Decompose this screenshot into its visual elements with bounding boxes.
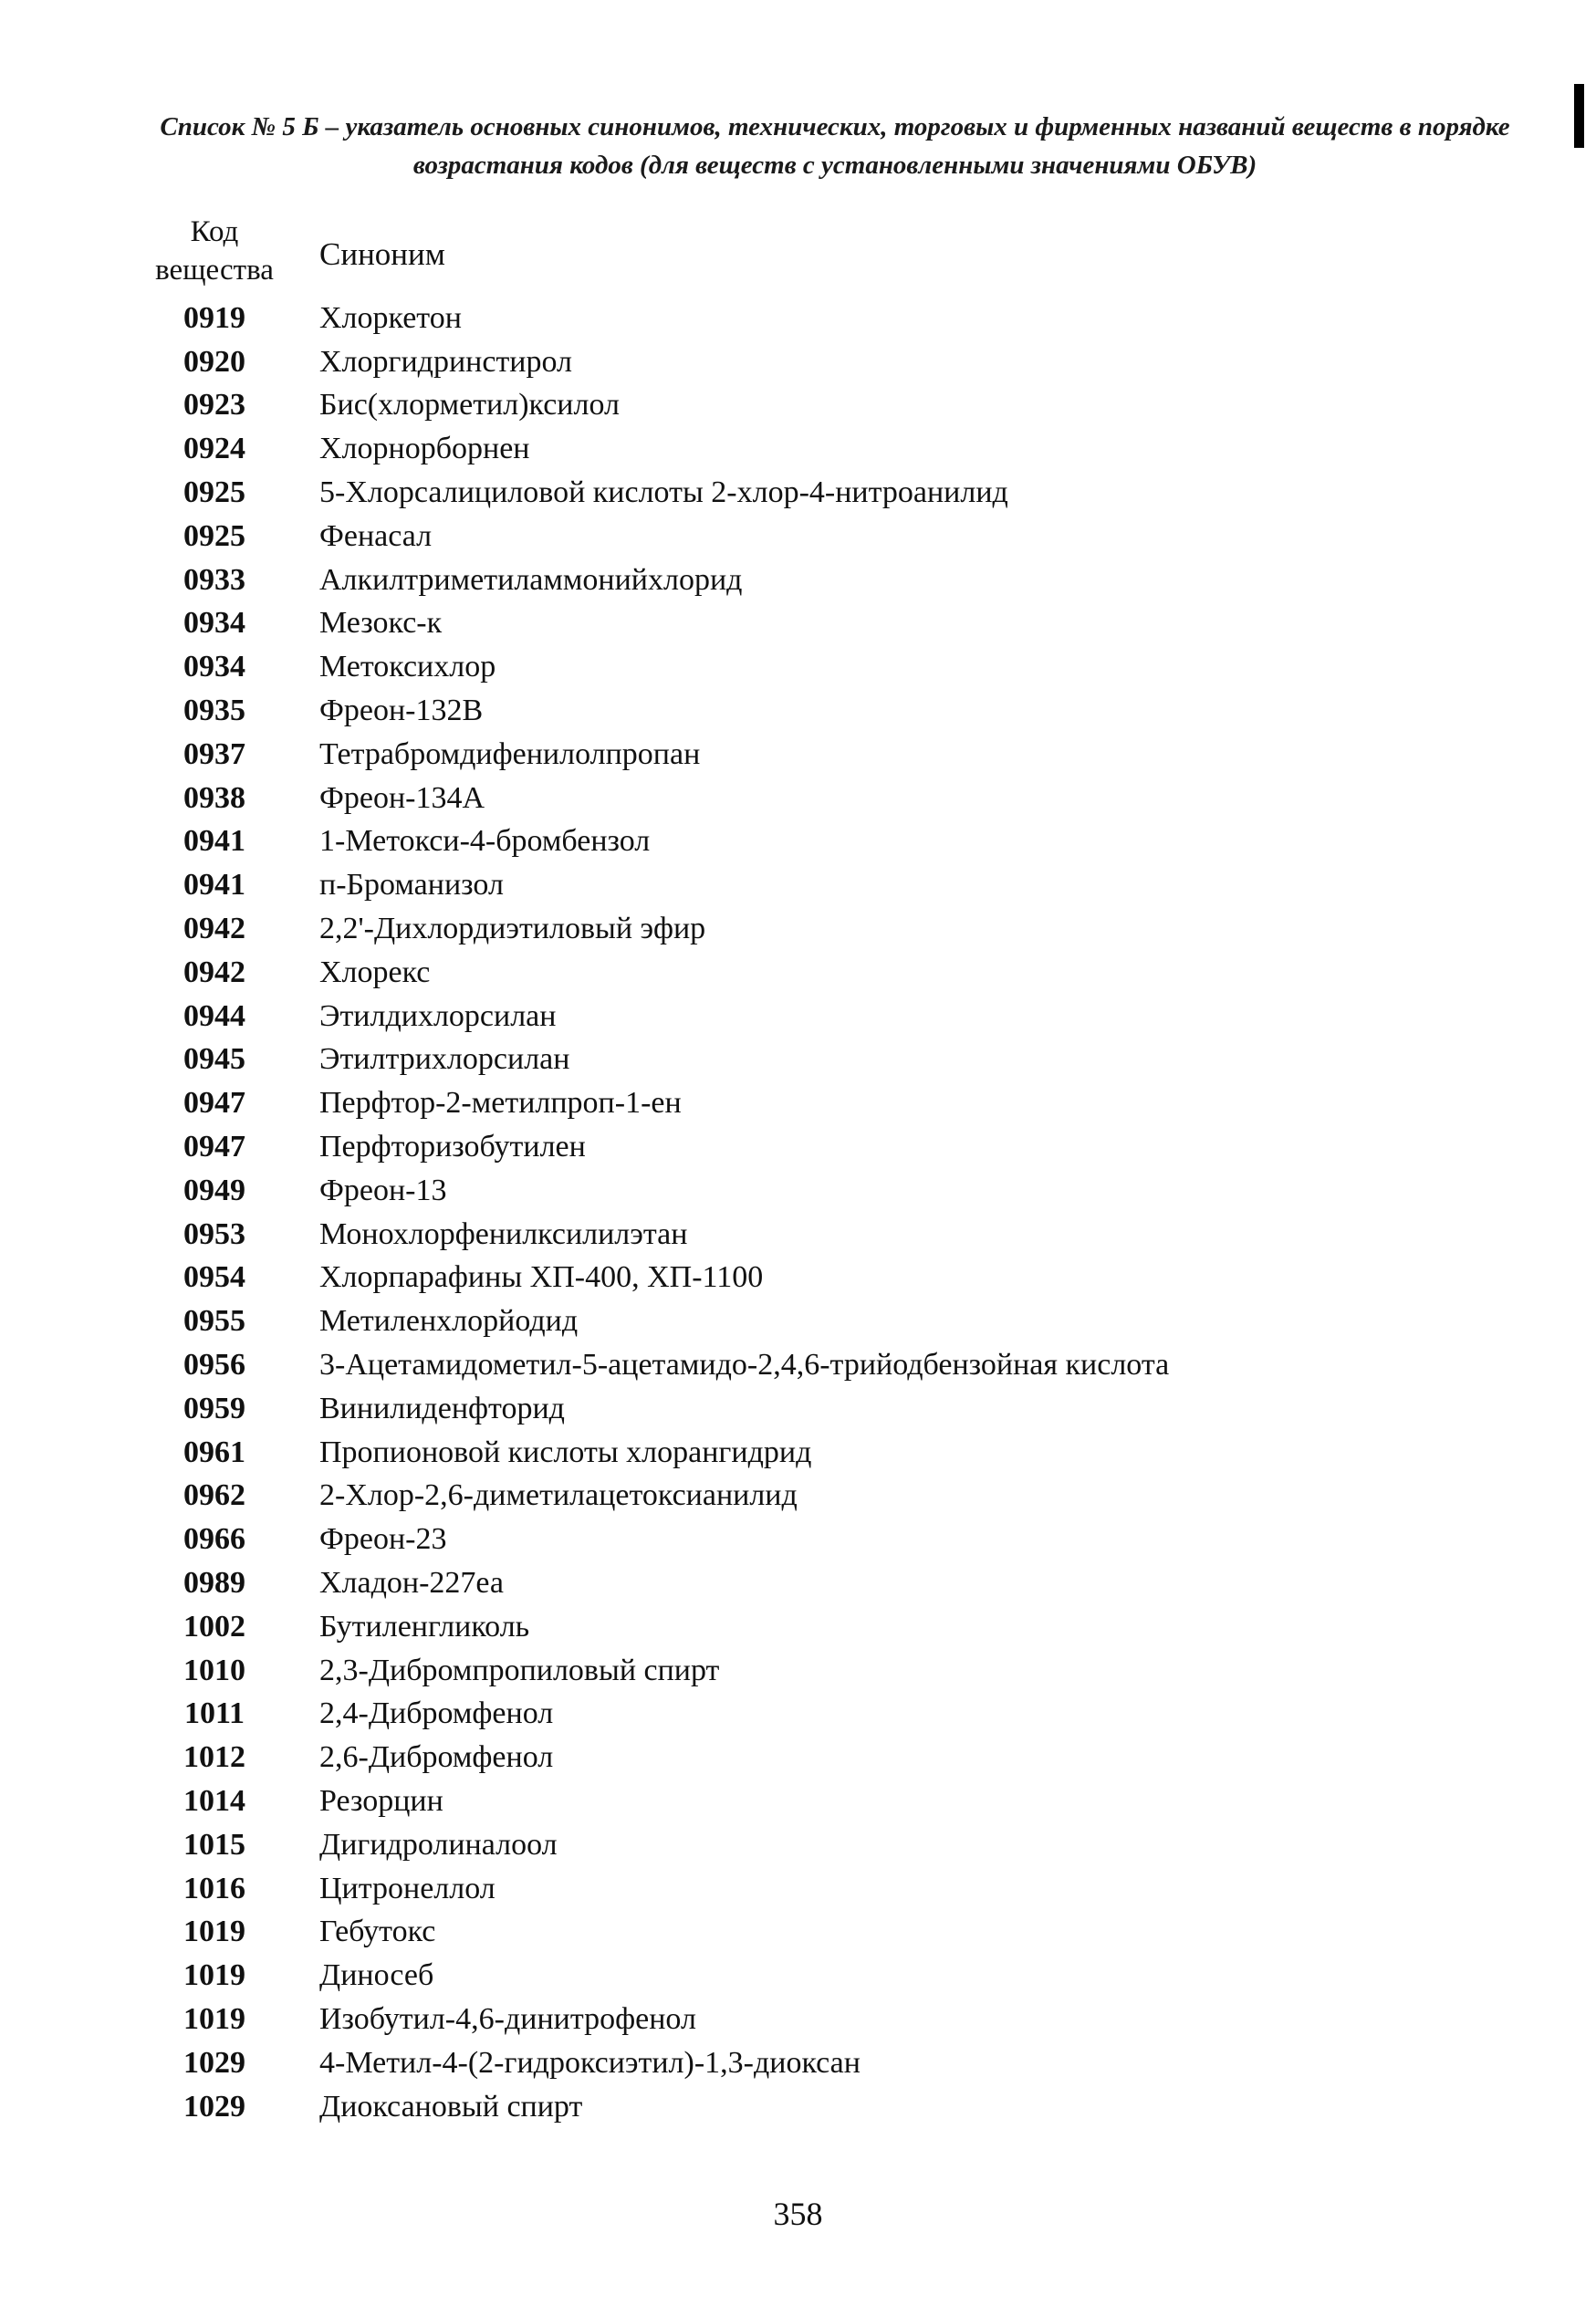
- table-row: [137, 951, 1524, 995]
- table-row: [137, 1693, 1524, 1737]
- substance-synonym: Хлоргидринстирол: [319, 344, 573, 379]
- substance-code: 0966: [183, 1522, 245, 1557]
- substance-synonym: 3-Ацетамидометил-5-ацетамидо-2,4,6-трийодбензойная кислота: [319, 1348, 1170, 1383]
- table-row: [137, 297, 1524, 340]
- substance-synonym: Мезокс-к: [319, 606, 443, 641]
- substance-synonym: Хладон-227еа: [319, 1566, 505, 1600]
- substance-code: 1016: [183, 1871, 245, 1905]
- substance-synonym: Диносеб: [319, 1958, 434, 1993]
- table-row: [137, 689, 1524, 733]
- substance-synonym: Монохлорфенилксилилэтан: [319, 1216, 688, 1251]
- substance-synonym: Фенасал: [319, 518, 433, 553]
- table-row: [137, 2085, 1524, 2129]
- table-row: [137, 1081, 1524, 1125]
- substance-code: 1012: [183, 1740, 245, 1775]
- substance-code: 0961: [183, 1435, 245, 1469]
- substance-code: 0924: [183, 432, 245, 466]
- table-row: [137, 1954, 1524, 1998]
- substance-synonym: Фреон-134А: [319, 780, 485, 815]
- table-row: [137, 2041, 1524, 2085]
- substance-synonym: Перфтор-2-метилпроп-1-ен: [319, 1086, 682, 1121]
- substance-code: 1002: [183, 1609, 245, 1644]
- substance-code: 1019: [183, 2001, 245, 2036]
- substance-code: 1011: [183, 1696, 245, 1731]
- substance-synonym: Пропионовой кислоты хлорангидрид: [319, 1435, 812, 1469]
- substance-synonym: 1-Метокси-4-бромбензол: [319, 824, 651, 859]
- substance-synonym: Алкилтриметиламмонийхлорид: [319, 562, 743, 597]
- substance-synonym: Винилиденфторид: [319, 1391, 565, 1425]
- table-row: [137, 1518, 1524, 1561]
- substance-synonym: Метиленхлорйодид: [319, 1304, 579, 1339]
- substance-synonym: Диоксановый спирт: [319, 2089, 583, 2124]
- substance-synonym: 2-Хлор-2,6-диметилацетоксианилид: [319, 1478, 798, 1513]
- substance-synonym: Этилдихлорсилан: [319, 998, 557, 1033]
- substance-code: 1019: [183, 1915, 245, 1949]
- table-row: [137, 907, 1524, 951]
- substance-code: 0933: [183, 562, 245, 597]
- column-header-synonym: Синоним: [319, 236, 445, 272]
- substance-code: 0937: [183, 736, 245, 771]
- substance-synonym: Гебутокс: [319, 1915, 436, 1949]
- table-row: [137, 1431, 1524, 1475]
- substance-code: 0942: [183, 912, 245, 946]
- substance-code: 0956: [183, 1348, 245, 1383]
- substance-synonym: 2,2'-Дихлордиэтиловый эфир: [319, 912, 706, 946]
- substance-code: 0941: [183, 824, 245, 859]
- table-row: [137, 1299, 1524, 1343]
- substance-code: 0925: [183, 518, 245, 553]
- scan-edge-mark: [1574, 84, 1584, 148]
- table-row: [137, 427, 1524, 471]
- substance-synonym: Бутиленгликоль: [319, 1609, 530, 1644]
- synonym-table: [137, 297, 1524, 2128]
- substance-synonym: Этилтрихлорсилан: [319, 1042, 570, 1077]
- table-row: [137, 1736, 1524, 1779]
- substance-code: 0923: [183, 388, 245, 423]
- table-row: [137, 645, 1524, 689]
- table-row: [137, 1387, 1524, 1431]
- table-row: [137, 1910, 1524, 1954]
- table-row: [137, 471, 1524, 515]
- substance-code: 1029: [183, 2045, 245, 2080]
- table-row: [137, 340, 1524, 384]
- table-row: [137, 733, 1524, 777]
- substance-synonym: Хлорпарафины ХП-400, ХП-1100: [319, 1260, 764, 1295]
- table-row: [137, 1867, 1524, 1911]
- substance-code: 0934: [183, 650, 245, 684]
- table-row: [137, 558, 1524, 602]
- substance-synonym: Фреон-132В: [319, 694, 484, 728]
- substance-synonym: п-Броманизол: [319, 868, 504, 903]
- substance-synonym: Метоксихлор: [319, 650, 496, 684]
- substance-code: 0954: [183, 1260, 245, 1295]
- table-row: [137, 777, 1524, 820]
- substance-code: 0919: [183, 300, 245, 335]
- substance-synonym: Бис(хлорметил)ксилол: [319, 388, 620, 423]
- table-row: [137, 1125, 1524, 1169]
- substance-synonym: Хлорнорборнен: [319, 432, 530, 466]
- table-row: [137, 1343, 1524, 1387]
- substance-code: 0947: [183, 1086, 245, 1121]
- substance-synonym: 2,3-Дибромпропиловый спирт: [319, 1653, 720, 1687]
- table-row: [137, 1779, 1524, 1823]
- table-row: [137, 602, 1524, 646]
- substance-code: 1029: [183, 2089, 245, 2124]
- substance-synonym: Резорцин: [319, 1783, 443, 1818]
- substance-code: 0949: [183, 1173, 245, 1207]
- substance-synonym: 5-Хлорсалициловой кислоты 2-хлор-4-нитроанилид: [319, 475, 1008, 510]
- table-row: [137, 1823, 1524, 1867]
- substance-synonym: Дигидролиналоол: [319, 1827, 558, 1862]
- table-row: [137, 1605, 1524, 1649]
- substance-code: 0945: [183, 1042, 245, 1077]
- substance-synonym: 4-Метил-4-(2-гидроксиэтил)-1,3-диоксан: [319, 2045, 861, 2080]
- substance-code: 0941: [183, 868, 245, 903]
- page-number: 358: [773, 2196, 823, 2232]
- substance-synonym: Хлоркетон: [319, 300, 462, 335]
- table-row: [137, 1038, 1524, 1082]
- table-row: [137, 1561, 1524, 1605]
- substance-code: 1019: [183, 1958, 245, 1993]
- substance-synonym: Фреон-13: [319, 1173, 447, 1207]
- substance-synonym: Перфторизобутилен: [319, 1130, 586, 1164]
- page-title: Список № 5 Б – указатель основных синонимов, технических, торговых и фирменных названий веществ в порядке возрастания кодов (для веществ с установленными значениями ОБУВ): [160, 112, 1510, 180]
- table-row: [137, 995, 1524, 1038]
- substance-code: 0935: [183, 694, 245, 728]
- table-row: [137, 820, 1524, 864]
- substance-code: 1015: [183, 1827, 245, 1862]
- table-row: [137, 1475, 1524, 1519]
- substance-code: 0934: [183, 606, 245, 641]
- substance-synonym: Фреон-23: [319, 1522, 447, 1557]
- substance-synonym: Хлорекс: [319, 955, 431, 989]
- column-header-code: Код вещества: [155, 215, 274, 287]
- table-row: [137, 1998, 1524, 2041]
- substance-code: 1010: [183, 1653, 245, 1687]
- substance-code: 1014: [183, 1783, 245, 1818]
- table-row: [137, 1649, 1524, 1693]
- substance-synonym: 2,6-Дибромфенол: [319, 1740, 554, 1775]
- substance-code: 0920: [183, 344, 245, 379]
- substance-synonym: 2,4-Дибромфенол: [319, 1696, 554, 1731]
- substance-synonym: Изобутил-4,6-динитрофенол: [319, 2001, 696, 2036]
- substance-code: 0947: [183, 1130, 245, 1164]
- substance-code: 0989: [183, 1566, 245, 1600]
- substance-synonym: Цитронеллол: [319, 1871, 495, 1905]
- table-row: [137, 863, 1524, 907]
- substance-code: 0925: [183, 475, 245, 510]
- substance-code: 0942: [183, 955, 245, 989]
- substance-code: 0944: [183, 998, 245, 1033]
- table-row: [137, 515, 1524, 558]
- substance-synonym: Тетрабромдифенилолпропан: [319, 736, 701, 771]
- table-row: [137, 1257, 1524, 1300]
- table-row: [137, 1169, 1524, 1213]
- substance-code: 0938: [183, 780, 245, 815]
- table-row: [137, 1213, 1524, 1257]
- substance-code: 0955: [183, 1304, 245, 1339]
- table-row: [137, 384, 1524, 428]
- substance-code: 0962: [183, 1478, 245, 1513]
- substance-code: 0953: [183, 1216, 245, 1251]
- substance-code: 0959: [183, 1391, 245, 1425]
